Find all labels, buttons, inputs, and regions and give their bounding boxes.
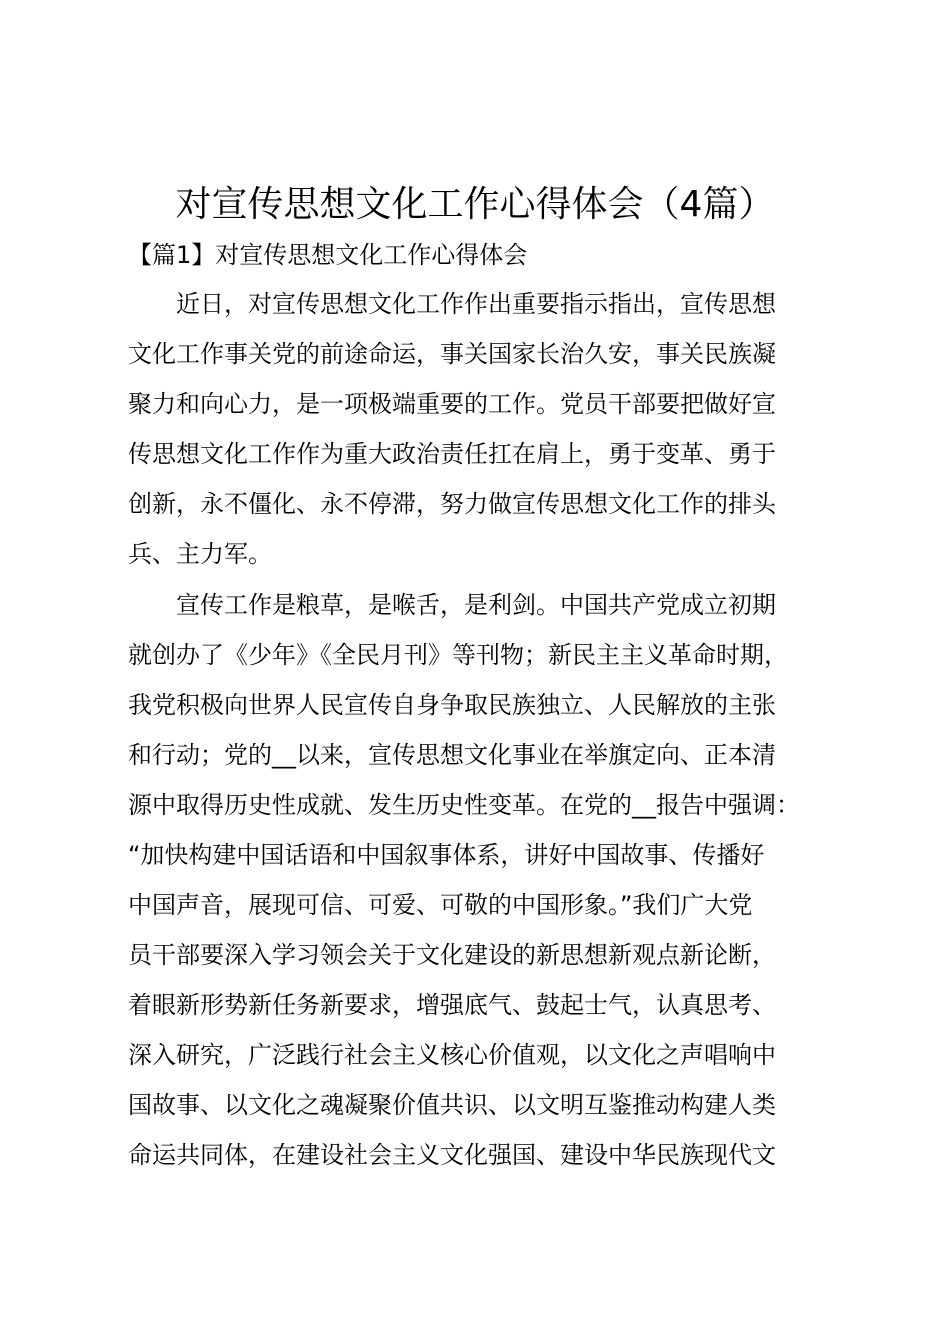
text-line: 国故事、以文化之魂凝聚价值共识、以文明互鉴推动构建人类	[128, 1091, 776, 1119]
text-line: 就创办了《少年》《全民月刊》等刊物；新民主主义革命时期，	[128, 641, 788, 669]
text-line: 传思想文化工作作为重大政治责任扛在肩上，勇于变革、勇于	[128, 440, 776, 468]
text-line: 兵、主力军。	[128, 540, 272, 568]
text-line: 文化工作事关党的前途命运，事关国家长治久安，事关民族凝	[128, 340, 776, 368]
section-heading: 【篇1】对宣传思想文化工作心得体会	[128, 241, 528, 269]
text-line: 近日，对宣传思想文化工作作出重要指示指出，宣传思想	[176, 290, 776, 318]
text-line: 深入研究，广泛践行社会主义核心价值观，以文化之声唱响中	[128, 1041, 776, 1069]
text-line: 我党积极向世界人民宣传自身争取民族独立、人民解放的主张	[128, 691, 776, 719]
text-line: 宣传工作是粮草，是喉舌，是利剑。中国共产党成立初期	[176, 591, 776, 619]
text-line: 员干部要深入学习领会关于文化建设的新思想新观点新论断，	[128, 941, 776, 969]
document-title: 对宣传思想文化工作心得体会（4篇）	[175, 184, 775, 225]
text-line: 中国声音，展现可信、可爱、可敬的中国形象。”我们广大党	[128, 891, 753, 919]
text-line: 着眼新形势新任务新要求，增强底气、鼓起士气，认真思考、	[128, 991, 776, 1019]
text-line: “加快构建中国话语和中国叙事体系，讲好中国故事、传播好	[128, 841, 765, 869]
text-line: 源中取得历史性成就、发生历史性变革。在党的__报告中强调：	[128, 791, 800, 819]
text-line: 创新，永不僵化、永不停滞，努力做宣传思想文化工作的排头	[128, 490, 776, 518]
text-line: 和行动；党的__以来，宣传思想文化事业在举旗定向、正本清	[128, 741, 776, 769]
text-line: 命运共同体，在建设社会主义文化强国、建设中华民族现代文	[128, 1141, 776, 1169]
text-line: 聚力和向心力，是一项极端重要的工作。党员干部要把做好宣	[128, 390, 776, 418]
